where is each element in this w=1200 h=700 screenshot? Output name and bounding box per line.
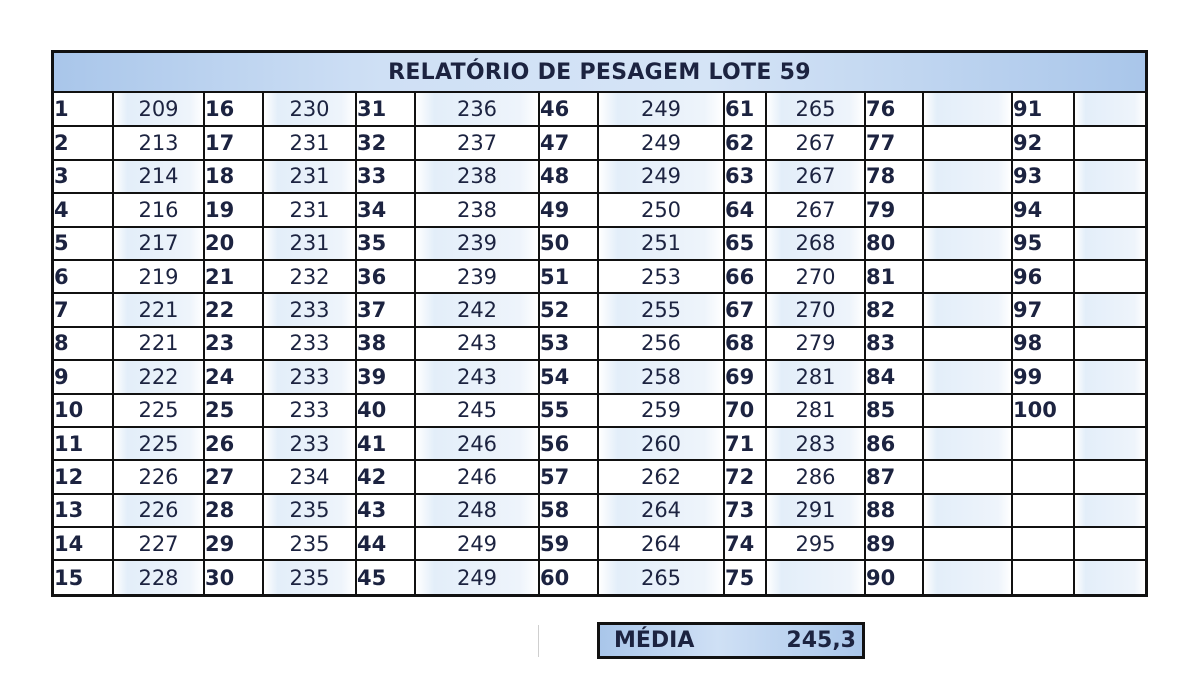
animal-number: 23	[204, 327, 263, 360]
animal-number: 66	[724, 260, 766, 293]
weight-value: 231	[263, 193, 356, 226]
animal-number: 99	[1012, 360, 1074, 393]
weight-value: 246	[415, 427, 539, 460]
weight-value	[923, 193, 1012, 226]
table-row	[54, 560, 1145, 593]
animal-number: 94	[1012, 193, 1074, 226]
animal-number: 64	[724, 193, 766, 226]
animal-number: 32	[356, 126, 415, 159]
weight-value: 235	[263, 560, 356, 593]
weight-value: 281	[766, 394, 865, 427]
animal-number: 9	[54, 360, 113, 393]
weight-value: 295	[766, 527, 865, 560]
animal-number: 82	[865, 293, 923, 326]
weight-value: 239	[415, 260, 539, 293]
table-row	[54, 93, 1145, 126]
weight-value	[923, 227, 1012, 260]
weight-value: 226	[113, 460, 204, 493]
animal-number: 57	[539, 460, 598, 493]
animal-number: 72	[724, 460, 766, 493]
animal-number: 63	[724, 160, 766, 193]
animal-number: 42	[356, 460, 415, 493]
animal-number: 7	[54, 293, 113, 326]
weight-value	[1074, 327, 1145, 360]
animal-number: 95	[1012, 227, 1074, 260]
weight-value	[1074, 93, 1145, 126]
weight-value: 270	[766, 293, 865, 326]
animal-number: 85	[865, 394, 923, 427]
weight-value: 265	[598, 560, 724, 593]
animal-number	[1012, 427, 1074, 460]
weight-value: 228	[113, 560, 204, 593]
animal-number: 39	[356, 360, 415, 393]
weight-value: 231	[263, 227, 356, 260]
animal-number: 51	[539, 260, 598, 293]
weight-value: 279	[766, 327, 865, 360]
animal-number: 20	[204, 227, 263, 260]
animal-number: 71	[724, 427, 766, 460]
weight-value: 249	[598, 93, 724, 126]
weight-value: 283	[766, 427, 865, 460]
weight-value	[1074, 293, 1145, 326]
animal-number: 69	[724, 360, 766, 393]
animal-number: 59	[539, 527, 598, 560]
animal-number: 60	[539, 560, 598, 593]
weight-value: 242	[415, 293, 539, 326]
table-row	[54, 260, 1145, 293]
weight-value: 245	[415, 394, 539, 427]
animal-number: 22	[204, 293, 263, 326]
weight-value: 248	[415, 494, 539, 527]
animal-number: 6	[54, 260, 113, 293]
animal-number: 70	[724, 394, 766, 427]
weight-value	[766, 560, 865, 593]
animal-number: 80	[865, 227, 923, 260]
average-label: MÉDIA	[614, 628, 695, 653]
animal-number: 53	[539, 327, 598, 360]
table-row	[54, 126, 1145, 159]
weight-value: 214	[113, 160, 204, 193]
animal-number: 26	[204, 427, 263, 460]
table-row	[54, 427, 1145, 460]
weight-value: 291	[766, 494, 865, 527]
animal-number: 2	[54, 126, 113, 159]
table-row	[54, 527, 1145, 560]
animal-number: 46	[539, 93, 598, 126]
weight-value: 270	[766, 260, 865, 293]
animal-number: 75	[724, 560, 766, 593]
animal-number: 78	[865, 160, 923, 193]
weight-value: 225	[113, 394, 204, 427]
animal-number: 89	[865, 527, 923, 560]
weight-value: 255	[598, 293, 724, 326]
animal-number: 35	[356, 227, 415, 260]
animal-number: 100	[1012, 394, 1074, 427]
weight-value	[923, 293, 1012, 326]
weight-value	[1074, 126, 1145, 159]
animal-number: 29	[204, 527, 263, 560]
animal-number: 15	[54, 560, 113, 593]
animal-number: 62	[724, 126, 766, 159]
weight-value	[1074, 460, 1145, 493]
weight-value: 216	[113, 193, 204, 226]
animal-number: 24	[204, 360, 263, 393]
weight-value: 233	[263, 427, 356, 460]
weight-value: 222	[113, 360, 204, 393]
weight-value	[1074, 560, 1145, 593]
animal-number: 84	[865, 360, 923, 393]
weight-value: 232	[263, 260, 356, 293]
weight-value: 260	[598, 427, 724, 460]
animal-number: 1	[54, 93, 113, 126]
animal-number: 97	[1012, 293, 1074, 326]
animal-number: 74	[724, 527, 766, 560]
table-row	[54, 360, 1145, 393]
weight-value: 231	[263, 126, 356, 159]
animal-number: 73	[724, 494, 766, 527]
animal-number: 41	[356, 427, 415, 460]
divider-line	[538, 625, 539, 657]
animal-number	[1012, 494, 1074, 527]
weight-value: 225	[113, 427, 204, 460]
weight-value: 237	[415, 126, 539, 159]
weight-value: 262	[598, 460, 724, 493]
weight-value: 243	[415, 327, 539, 360]
animal-number: 13	[54, 494, 113, 527]
animal-number: 52	[539, 293, 598, 326]
weight-value: 235	[263, 527, 356, 560]
weight-value: 256	[598, 327, 724, 360]
animal-number: 28	[204, 494, 263, 527]
weight-value: 221	[113, 327, 204, 360]
animal-number: 90	[865, 560, 923, 593]
animal-number: 43	[356, 494, 415, 527]
weight-value	[923, 527, 1012, 560]
table-row	[54, 160, 1145, 193]
animal-number: 21	[204, 260, 263, 293]
animal-number: 25	[204, 394, 263, 427]
weight-value: 249	[415, 560, 539, 593]
animal-number: 4	[54, 193, 113, 226]
animal-number: 27	[204, 460, 263, 493]
animal-number: 48	[539, 160, 598, 193]
weight-value	[923, 427, 1012, 460]
animal-number: 55	[539, 394, 598, 427]
weight-value: 249	[598, 160, 724, 193]
animal-number: 81	[865, 260, 923, 293]
table-row	[54, 193, 1145, 226]
animal-number: 49	[539, 193, 598, 226]
animal-number: 18	[204, 160, 263, 193]
animal-number: 5	[54, 227, 113, 260]
weight-value: 233	[263, 394, 356, 427]
animal-number: 83	[865, 327, 923, 360]
animal-number: 45	[356, 560, 415, 593]
weight-value: 239	[415, 227, 539, 260]
animal-number: 3	[54, 160, 113, 193]
weight-value: 267	[766, 160, 865, 193]
animal-number: 40	[356, 394, 415, 427]
table-row	[54, 460, 1145, 493]
animal-number: 68	[724, 327, 766, 360]
weight-value: 265	[766, 93, 865, 126]
weight-value: 221	[113, 293, 204, 326]
weight-value: 238	[415, 193, 539, 226]
report-title: RELATÓRIO DE PESAGEM LOTE 59	[54, 53, 1145, 93]
weight-value	[923, 327, 1012, 360]
animal-number: 86	[865, 427, 923, 460]
animal-number: 79	[865, 193, 923, 226]
table-row	[54, 327, 1145, 360]
weight-value	[1074, 527, 1145, 560]
animal-number: 36	[356, 260, 415, 293]
animal-number: 88	[865, 494, 923, 527]
weight-value: 236	[415, 93, 539, 126]
weight-value: 233	[263, 327, 356, 360]
animal-number: 38	[356, 327, 415, 360]
table-row	[54, 293, 1145, 326]
weight-value: 251	[598, 227, 724, 260]
table-row	[54, 227, 1145, 260]
weight-value: 219	[113, 260, 204, 293]
weight-value	[1074, 227, 1145, 260]
weight-value: 226	[113, 494, 204, 527]
animal-number: 65	[724, 227, 766, 260]
weight-value	[1074, 160, 1145, 193]
weight-value: 230	[263, 93, 356, 126]
weight-value	[1074, 193, 1145, 226]
weight-value	[923, 260, 1012, 293]
weight-value: 217	[113, 227, 204, 260]
weight-value	[1074, 494, 1145, 527]
weight-value: 249	[598, 126, 724, 159]
animal-number: 91	[1012, 93, 1074, 126]
weight-value: 259	[598, 394, 724, 427]
animal-number	[1012, 527, 1074, 560]
weight-value: 238	[415, 160, 539, 193]
weight-value: 233	[263, 360, 356, 393]
weight-value: 249	[415, 527, 539, 560]
weight-value: 258	[598, 360, 724, 393]
weight-value: 264	[598, 527, 724, 560]
weight-value	[923, 160, 1012, 193]
animal-number: 10	[54, 394, 113, 427]
weight-value	[1074, 360, 1145, 393]
animal-number: 58	[539, 494, 598, 527]
weight-value	[1074, 260, 1145, 293]
animal-number: 11	[54, 427, 113, 460]
weight-value: 243	[415, 360, 539, 393]
weight-value	[923, 460, 1012, 493]
table-row	[54, 394, 1145, 427]
table-row	[54, 494, 1145, 527]
weight-value	[923, 560, 1012, 593]
animal-number: 44	[356, 527, 415, 560]
weight-value: 234	[263, 460, 356, 493]
weight-value	[1074, 394, 1145, 427]
animal-number: 87	[865, 460, 923, 493]
animal-number: 30	[204, 560, 263, 593]
weights-table	[54, 93, 1145, 594]
animal-number: 17	[204, 126, 263, 159]
weight-value: 286	[766, 460, 865, 493]
weight-value: 264	[598, 494, 724, 527]
weight-value: 268	[766, 227, 865, 260]
animal-number: 33	[356, 160, 415, 193]
animal-number: 34	[356, 193, 415, 226]
weight-value: 250	[598, 193, 724, 226]
animal-number	[1012, 560, 1074, 593]
weight-value: 213	[113, 126, 204, 159]
weight-value: 227	[113, 527, 204, 560]
average-value: 245,3	[786, 628, 856, 653]
weight-value	[923, 494, 1012, 527]
animal-number: 93	[1012, 160, 1074, 193]
animal-number: 92	[1012, 126, 1074, 159]
weight-value: 246	[415, 460, 539, 493]
weight-value: 267	[766, 193, 865, 226]
weight-value	[923, 360, 1012, 393]
weight-value: 281	[766, 360, 865, 393]
animal-number: 96	[1012, 260, 1074, 293]
animal-number: 77	[865, 126, 923, 159]
animal-number: 19	[204, 193, 263, 226]
animal-number: 12	[54, 460, 113, 493]
animal-number: 47	[539, 126, 598, 159]
animal-number: 54	[539, 360, 598, 393]
weight-value: 253	[598, 260, 724, 293]
weight-value	[923, 394, 1012, 427]
animal-number: 37	[356, 293, 415, 326]
animal-number: 56	[539, 427, 598, 460]
animal-number: 31	[356, 93, 415, 126]
animal-number: 16	[204, 93, 263, 126]
animal-number: 76	[865, 93, 923, 126]
animal-number: 67	[724, 293, 766, 326]
weight-value: 235	[263, 494, 356, 527]
weight-value	[1074, 427, 1145, 460]
animal-number	[1012, 460, 1074, 493]
weight-value: 231	[263, 160, 356, 193]
animal-number: 50	[539, 227, 598, 260]
animal-number: 8	[54, 327, 113, 360]
weight-value: 267	[766, 126, 865, 159]
weight-value	[923, 93, 1012, 126]
animal-number: 98	[1012, 327, 1074, 360]
average-box	[597, 622, 865, 659]
weight-value	[923, 126, 1012, 159]
animal-number: 14	[54, 527, 113, 560]
weighing-report-sheet	[51, 50, 1148, 597]
weight-value: 233	[263, 293, 356, 326]
weight-value: 209	[113, 93, 204, 126]
animal-number: 61	[724, 93, 766, 126]
